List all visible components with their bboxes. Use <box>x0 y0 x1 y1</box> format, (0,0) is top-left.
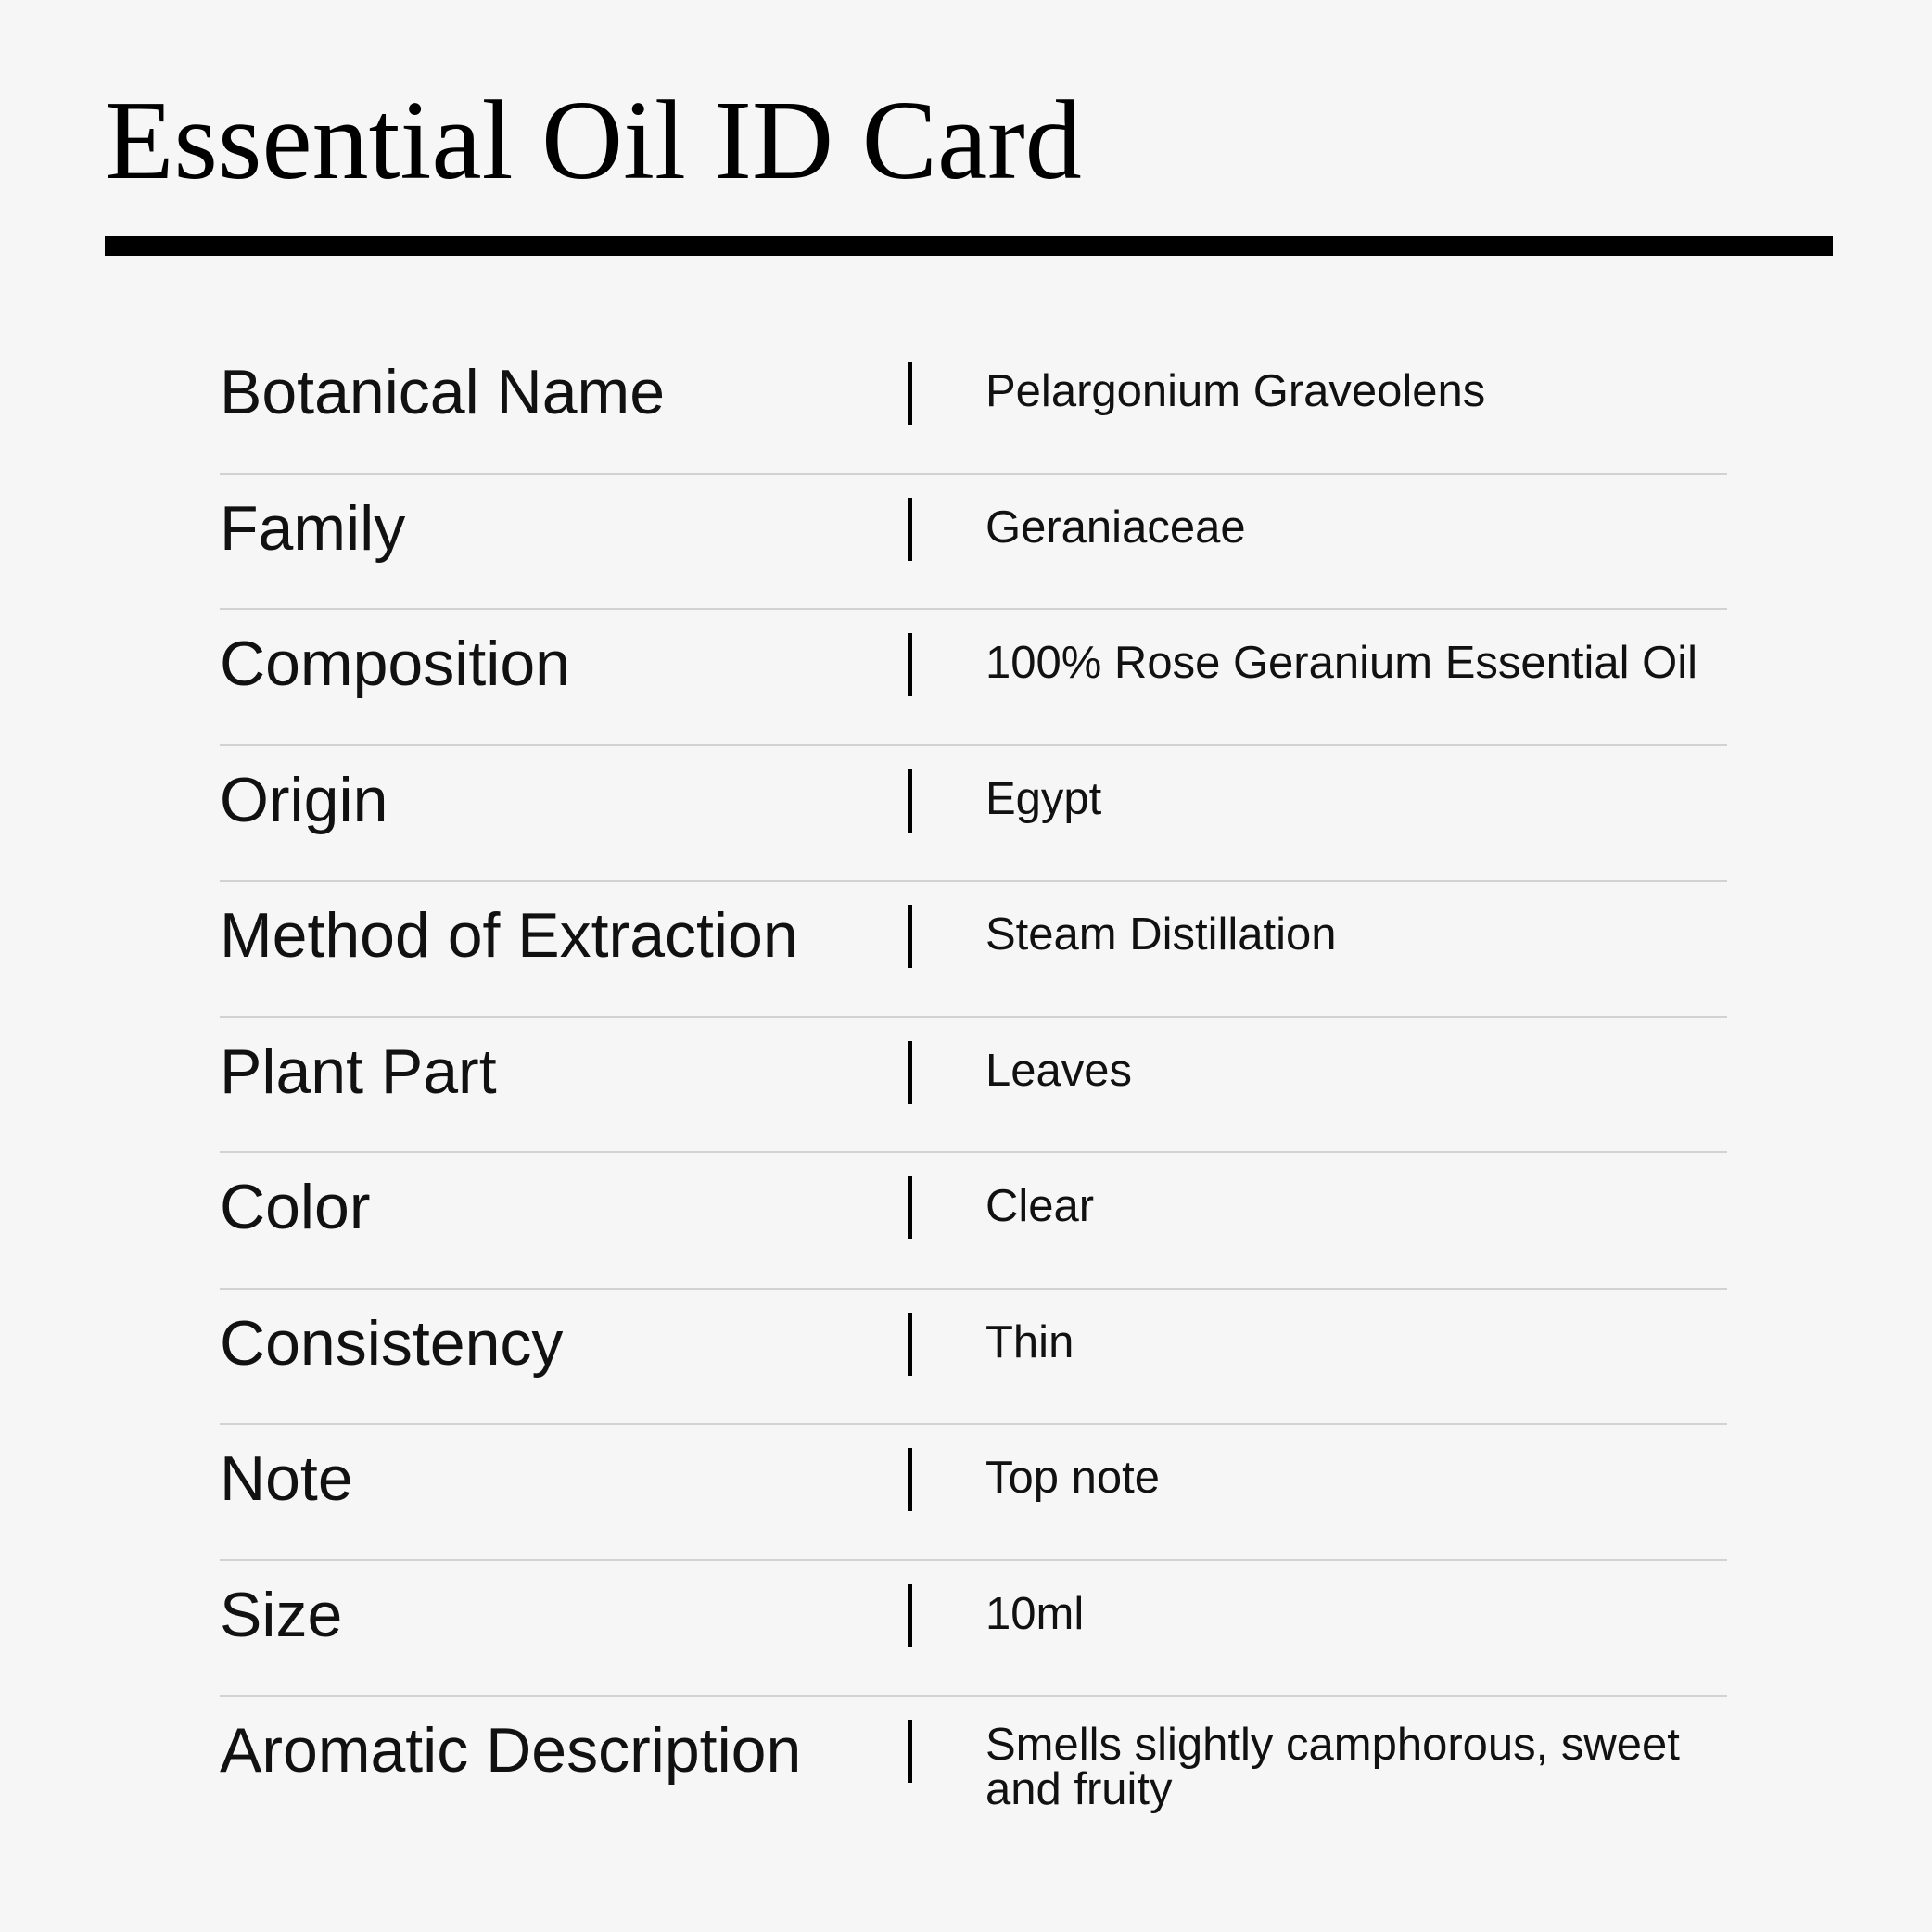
row-label: Aromatic Description <box>220 1715 802 1786</box>
row-separator <box>908 1313 912 1376</box>
row-separator <box>908 1176 912 1239</box>
row-value: Clear <box>985 1181 1095 1231</box>
table-row <box>220 1561 1727 1697</box>
row-label: Family <box>220 492 406 564</box>
row-label: Botanical Name <box>220 357 666 427</box>
table-row <box>220 610 1727 746</box>
table-row <box>220 1425 1727 1561</box>
table-row <box>220 1153 1727 1290</box>
row-separator <box>908 498 912 561</box>
row-label: Plant Part <box>220 1036 497 1107</box>
row-value: 10ml <box>985 1588 1085 1639</box>
row-separator <box>908 633 912 696</box>
row-value: 100% Rose Geranium Essential Oil <box>985 638 1698 688</box>
table-row <box>220 1290 1727 1426</box>
row-label: Note <box>220 1443 353 1514</box>
row-separator <box>908 1041 912 1104</box>
row-value: Leaves <box>985 1045 1133 1096</box>
row-separator <box>908 1448 912 1511</box>
row-label: Origin <box>220 764 388 835</box>
row-separator <box>908 1584 912 1647</box>
table-row <box>220 882 1727 1018</box>
title-divider <box>105 236 1833 256</box>
attribute-table <box>220 338 1727 1863</box>
table-row <box>220 338 1727 475</box>
row-separator <box>908 769 912 833</box>
row-separator <box>908 1720 912 1783</box>
row-label: Size <box>220 1579 343 1650</box>
table-row <box>220 746 1727 883</box>
row-value: Steam Distillation <box>985 909 1337 960</box>
table-row <box>220 1018 1727 1154</box>
row-label: Consistency <box>220 1307 564 1379</box>
row-label: Color <box>220 1172 371 1242</box>
table-row <box>220 1697 1727 1863</box>
table-row <box>220 475 1727 611</box>
row-separator <box>908 905 912 968</box>
row-value: Top note <box>985 1453 1160 1503</box>
row-label: Composition <box>220 629 570 699</box>
row-value: Smells slightly camphorous, sweet and fruity <box>985 1720 1680 1814</box>
card-title: Essential Oil ID Card <box>105 78 1082 203</box>
row-label: Method of Extraction <box>220 900 798 971</box>
row-value: Geraniaceae <box>985 502 1246 553</box>
row-separator <box>908 362 912 425</box>
row-value: Thin <box>985 1316 1074 1367</box>
row-value: Pelargonium Graveolens <box>985 366 1486 416</box>
row-value: Egypt <box>985 773 1102 824</box>
